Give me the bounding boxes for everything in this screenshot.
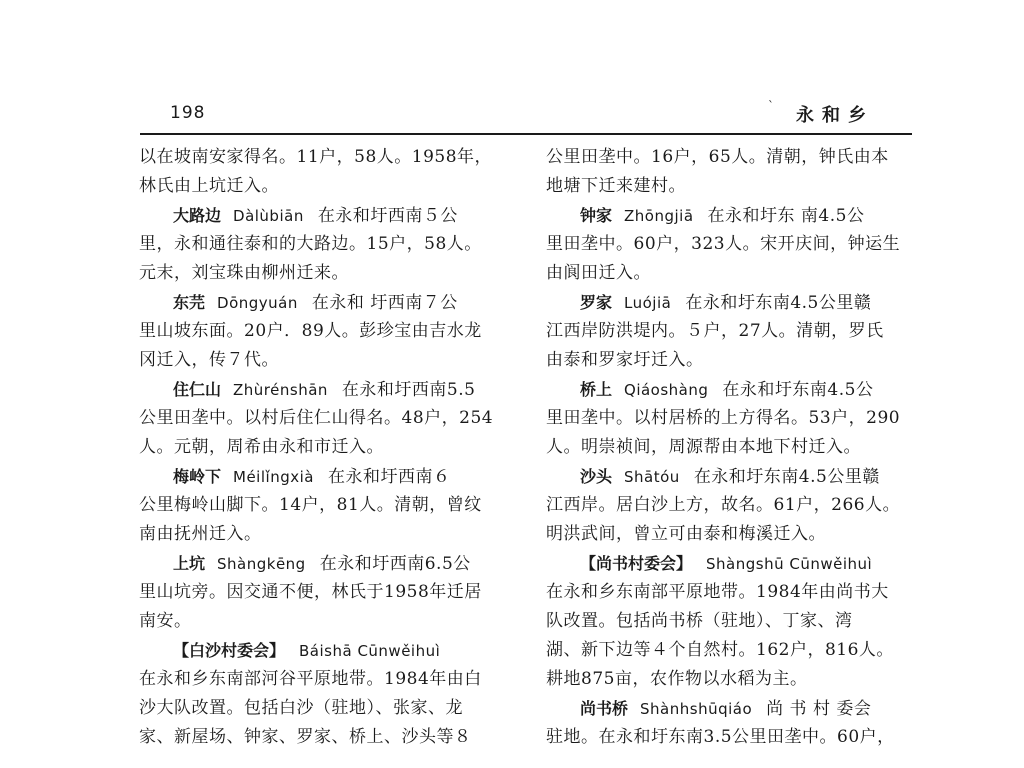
text-line — [546, 433, 918, 462]
line-text: 在永和圩东 南4.5公 — [707, 206, 865, 226]
entry-pinyin: Méilǐngxià — [233, 468, 314, 486]
entry-heading-line — [546, 375, 918, 404]
left-column — [139, 143, 511, 752]
line-text: 南安。 — [139, 611, 192, 631]
line-text: 在永和圩东南4.5公 — [722, 380, 874, 400]
line-text: 明洪武间，曾立可由泰和梅溪迁入。 — [546, 524, 826, 544]
entry-headword: 桥上 — [580, 380, 613, 399]
entry-pinyin: Luójiā — [624, 294, 672, 312]
section-heading-line — [546, 549, 918, 578]
line-text: 冈迁入，传７代。 — [139, 350, 279, 370]
line-text: 公里田垄中。16户，65人。清朝，钟氏由本 — [546, 147, 889, 167]
line-text: 在永和圩西南６ — [327, 467, 451, 487]
line-text: 由阆田迁入。 — [546, 263, 651, 283]
entry-heading-line — [139, 288, 511, 317]
line-text: 在永和圩西南5.5 — [341, 380, 476, 400]
line-text: 尚 书 村 委会 — [766, 699, 872, 719]
line-text: 公里田垄中。以村后住仁山得名。48户，254 — [139, 408, 494, 428]
text-line — [139, 259, 511, 288]
entry-heading-line — [546, 288, 918, 317]
line-text: 在永和圩西南５公 — [317, 206, 458, 226]
entry-pinyin: Qiáoshàng — [624, 381, 709, 399]
line-text: 里，永和通往泰和的大路边。15户，58人。 — [139, 234, 482, 254]
print-mark: ` — [768, 99, 774, 113]
entry-pinyin: Shàngkēng — [217, 555, 306, 573]
entry-headword: 尚书桥 — [580, 699, 629, 718]
text-line — [546, 404, 918, 433]
line-text: 地塘下迁来建村。 — [546, 176, 686, 196]
text-line — [139, 723, 511, 752]
line-text: 元末，刘宝珠由柳州迁来。 — [139, 263, 349, 283]
text-line — [546, 578, 918, 607]
section-heading: 【尚书村委会】 — [580, 554, 693, 573]
line-text: 家、新屋场、钟家、罗家、桥上、沙头等８ — [139, 727, 472, 747]
text-line — [139, 172, 511, 201]
entry-headword: 东芫 — [173, 293, 206, 312]
line-text: 队改置。包括尚书桥（驻地）、丁家、湾 — [546, 611, 853, 631]
text-line — [139, 694, 511, 723]
entry-heading-line — [139, 549, 511, 578]
line-text: 里山坑旁。因交通不便，林氏于1958年迁居 — [139, 582, 482, 602]
text-line — [139, 607, 511, 636]
text-line — [546, 723, 918, 752]
entry-heading-line — [139, 462, 511, 491]
entry-headword: 住仁山 — [173, 380, 222, 399]
text-line — [546, 259, 918, 288]
line-text: 江西岸。居白沙上方，故名。61户，266人。 — [546, 495, 901, 515]
line-text: 驻地。在永和圩东南3.5公里田垄中。60户， — [546, 727, 895, 747]
line-text: 耕地875亩，农作物以水稻为主。 — [546, 669, 808, 689]
line-text: 以在坡南安家得名。11户，58人。1958年， — [139, 147, 493, 167]
text-line — [139, 404, 511, 433]
entry-pinyin: Shàngshū Cūnwěihuì — [706, 555, 873, 573]
line-text: 江西岸防洪堤内。５户，27人。清朝，罗氏 — [546, 321, 884, 341]
text-line — [546, 317, 918, 346]
line-text: 湖、新下边等４个自然村。162户，816人。 — [546, 640, 894, 660]
section-heading-line — [139, 636, 511, 665]
entry-pinyin: Báishā Cūnwěihuì — [299, 642, 441, 660]
entry-pinyin: Dàlùbiān — [233, 207, 304, 225]
text-line — [139, 520, 511, 549]
line-text: 人。元朝，周希由永和市迁入。 — [139, 437, 384, 457]
text-line — [139, 665, 511, 694]
line-text: 里田垄中。60户，323人。宋开庆间，钟运生 — [546, 234, 901, 254]
line-text: 在永和乡东南部河谷平原地带。1984年由白 — [139, 669, 482, 689]
line-text: 在永和圩西南6.5公 — [319, 554, 471, 574]
entry-pinyin: Zhōngjiā — [624, 207, 694, 225]
text-line — [546, 143, 918, 172]
entry-pinyin: Dōngyuán — [217, 294, 298, 312]
section-title: 永和乡 — [796, 105, 874, 126]
text-line — [546, 491, 918, 520]
page-number: 198 — [170, 103, 206, 123]
right-column — [546, 143, 918, 752]
text-line — [546, 172, 918, 201]
entry-pinyin: Zhùrénshān — [233, 381, 328, 399]
text-line — [139, 346, 511, 375]
line-text: 林氏由上坑迁入。 — [139, 176, 279, 196]
entry-heading-line — [139, 375, 511, 404]
entry-headword: 上坑 — [173, 554, 206, 573]
text-line — [546, 665, 918, 694]
entry-headword: 梅岭下 — [173, 467, 222, 486]
entry-headword: 大路边 — [173, 206, 222, 225]
entry-heading-line — [546, 694, 918, 723]
line-text: 南由抚州迁入。 — [139, 524, 262, 544]
text-line — [546, 346, 918, 375]
text-line — [139, 143, 511, 172]
entry-headword: 沙头 — [580, 467, 613, 486]
line-text: 由泰和罗家圩迁入。 — [546, 350, 704, 370]
entry-heading-line — [139, 201, 511, 230]
entry-pinyin: Shànhshūqiáo — [640, 700, 753, 718]
section-heading: 【白沙村委会】 — [173, 641, 286, 660]
text-line — [546, 520, 918, 549]
line-text: 在永和圩东南4.5公里赣 — [685, 293, 872, 313]
text-line — [139, 317, 511, 346]
line-text: 里田垄中。以村居桥的上方得名。53户，290 — [546, 408, 901, 428]
line-text: 公里梅岭山脚下。14户，81人。清朝，曾纹 — [139, 495, 482, 515]
entry-headword: 罗家 — [580, 293, 613, 312]
line-text: 在永和乡东南部平原地带。1984年由尚书大 — [546, 582, 889, 602]
entry-headword: 钟家 — [580, 206, 613, 225]
line-text: 在永和 圩西南７公 — [311, 293, 458, 313]
line-text: 里山坡东面。20户．89人。彭珍宝由吉水龙 — [139, 321, 482, 341]
text-line — [546, 636, 918, 665]
text-line — [139, 578, 511, 607]
entry-heading-line — [546, 201, 918, 230]
line-text: 在永和圩东南4.5公里赣 — [693, 467, 880, 487]
text-line — [546, 230, 918, 259]
entry-heading-line — [546, 462, 918, 491]
line-text: 沙大队改置。包括白沙（驻地）、张家、龙 — [139, 698, 463, 718]
text-line — [139, 433, 511, 462]
text-line — [139, 491, 511, 520]
text-line — [546, 607, 918, 636]
line-text: 人。明崇祯间，周源帮由本地下村迁入。 — [546, 437, 861, 457]
header-rule — [140, 133, 912, 135]
entry-pinyin: Shātóu — [624, 468, 680, 486]
text-line — [139, 230, 511, 259]
